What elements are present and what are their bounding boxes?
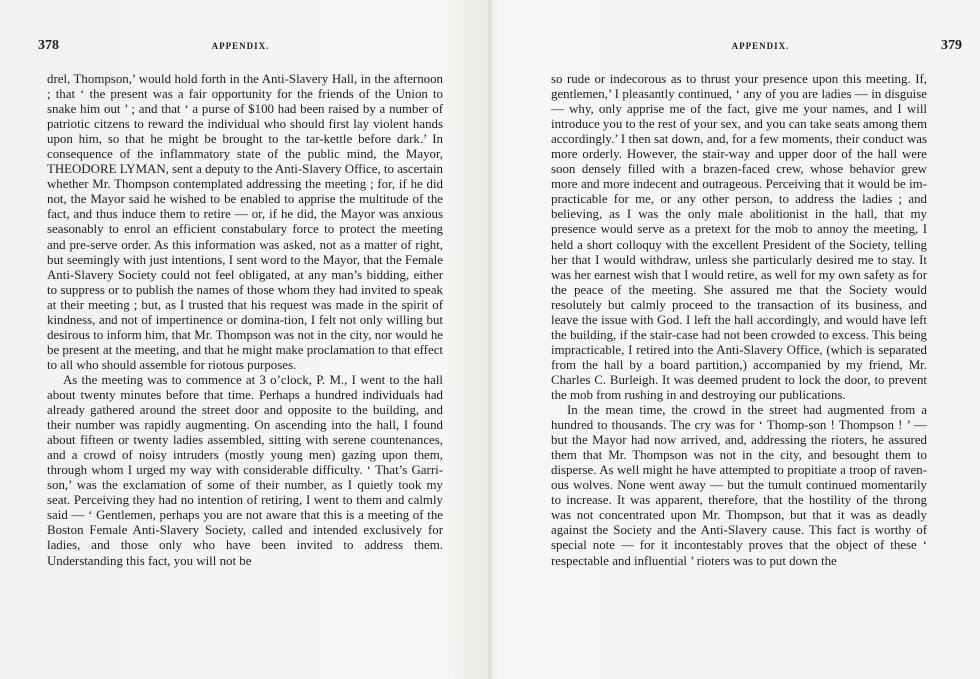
left-page-body xyxy=(47,72,443,569)
right-paragraph-2: In the mean time, the crowd in the street had augmented from a hundred to thousands. The cry was for ‘ Thomp-son ! Thompson ! ’ — but the Mayor had now arrived, and, addressing the rioters, he assured them that Mr. Thompson was not in the city, and besought them to disperse. As well might he have attempted to propitiate a troop of raven-ous wolves. None went away — but the tumult continued momentarily to increase. It was apparent, therefore, that the hostility of the throng was not concentrated upon Mr. Thompson, but that it was as deadly against the Society and the Anti-Slavery cause. This fact is worthy of special note — for it incontestably proves that the object of these ‘ respectable and influential ’ rioters was to put down the xyxy=(551,403,927,568)
right-page-header xyxy=(552,38,962,54)
left-paragraph-1: drel, Thompson,’ would hold forth in the Anti-Slavery Hall, in the afternoon ; that ‘ the present was a fair opportunity for the friends of the Union to snake him out ’ ; and that ‘ a purse of $100 had been raised by a number of patriotic citzens to reward the individual who should first lay violent hands upon him, so that he might be brought to the tar-kettle before dark.’ In consequence of the inflammatory state of the public mind, the Mayor, THEODORE LYMAN, sent a deputy to the Anti-Slavery Office, to ascertain whether Mr. Thompson contemplated addressing the meeting ; for, if he did not, the Mayor said he wished to be enabled to apprise the multitude of the fact, and thus induce them to retire — or, if he did, the Mayor was anxious seasonably to enrol an efficient constabulary force to protect the meeting and pre-serve order. As this information was asked, not as a matter of right, but seemingly with just intentions, I sent word to the Mayor, that the Female Anti-Slavery Society could not feel obligated, at any man’s bidding, either to suppress or to publish the names of those whom they had invited to speak at their meeting ; but, as I trusted that his request was made in the spirit of kindness, and not of impertinence or domina-tion, I felt not only willing but desirous to inform him, that Mr. Thompson was not in the city, nor would he be present at the meeting, and that he might make proclamation to that effect to all who should assemble for riotous purposes. xyxy=(47,72,443,372)
right-running-head: APPENDIX. xyxy=(731,41,790,51)
left-page-number: 378 xyxy=(38,38,59,53)
left-running-head: APPENDIX. xyxy=(211,41,270,51)
left-paragraph-2: As the meeting was to commence at 3 o’clock, P. M., I went to the hall about twenty minutes before that time. Perhaps a hundred individuals had already gathered around the street door and opposite to the building, and their number was rapidly augmenting. On ascending into the hall, I found about fifteen or twenty ladies assembled, sitting with serene countenances, and a crowd of noisy intruders (mostly young men) gazing upon them, through whom I urged my way with considerable difficulty. ‘ That’s Garri-son,’ was the exclamation of some of their number, as I quietly took my seat. Perceiving they had no intention of retiring, I went to them and calmly said — ‘ Gentlemen, perhaps you are not aware that this is a meeting of the Boston Female Anti-Slavery Society, called and intended exclusively for ladies, and those only who have been invited to address them. Understanding this fact, you will not be xyxy=(47,372,443,568)
right-page-body xyxy=(551,72,927,569)
right-page xyxy=(490,0,980,679)
right-paragraph-1: so rude or indecorous as to thrust your presence upon this meeting. If, gentlemen,’ I pleasantly continued, ‘ any of you are ladies — in disguise — why, only apprise me of the fact, give me your names, and I will introduce you to the rest of your sex, and you can take seats among them accordingly.’ I then sat down, and, for a few moments, their conduct was more orderly. However, the stair-way and upper door of the hall were soon densely filled with a brazen-faced crew, whose behavior grew more and more indecent and outrageous. Perceiving that it would be im-practicable for me, or any other person, to address the ladies ; and believing, as I was the only male abolitionist in the hall, that my presence would serve as a pretext for the mob to annoy the meeting, I held a short colloquy with the excellent President of the Society, telling her that I would withdraw, unless she particularly desired me to stay. It was her earnest wish that I would retire, as well for my own safety as for the peace of the meeting. She assured me that the Society would resolutely but calmly proceed to the transaction of its business, and leave the issue with God. I left the hall accordingly, and would have left the building, if the stair-case had not been crowded to excess. This being impracticable, I retired into the Anti-Slavery Office, (which is separated from the hall by a board partition,) accompanied by my friend, Mr. Charles C. Burleigh. It was deemed prudent to lock the door, to prevent the mob from rushing in and destroying our publications. xyxy=(551,72,927,402)
right-page-number: 379 xyxy=(941,38,962,53)
left-page-header xyxy=(38,38,450,54)
